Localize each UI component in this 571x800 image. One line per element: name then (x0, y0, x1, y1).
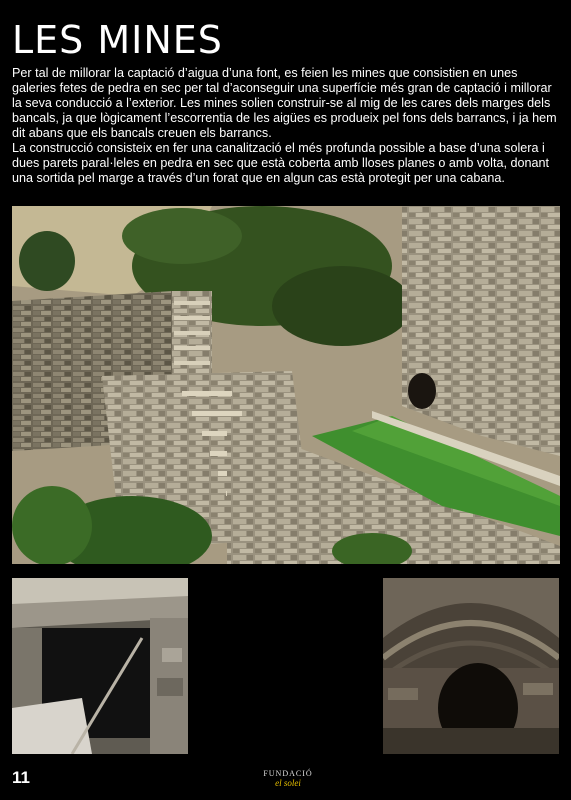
logo-top-text: FUNDACIÓ (263, 769, 313, 778)
paragraph: La construcció consisteix en fer una canalització el més profunda possible a base d’una solera i dues parets paral·leles en pedra en sec que està coberta amb lloses planes o amb volta, donant una sortida pel marge a través d’un forat que en algun cas està protegit per una cabana. (12, 141, 549, 185)
page-number: 11 (12, 768, 30, 787)
fundacio-logo (258, 769, 318, 788)
body-text (12, 66, 560, 186)
vault-interior-photo (383, 578, 559, 754)
paragraph: Per tal de millorar la captació d’aigua d’una font, es feien les mines que consistien en unes galeries fetes de pedra en sec per tal d’aconseguir una superfície més gran de captació i millorar la seva conducció a l’exterior. Les mines solien construir-se al mig de les cares dels marges dels bancals, ja que lògicament l’escorrentia de les aigües es produeix pel fons dels barrancs, i ja hem dit abans que els bancals creuen els barrancs. (12, 66, 557, 140)
page-title: LES MINES (12, 18, 223, 62)
main-photo-stone-mine (12, 206, 560, 564)
mine-entrance-photo (12, 578, 188, 754)
logo-bottom-text: el solei (275, 778, 301, 788)
